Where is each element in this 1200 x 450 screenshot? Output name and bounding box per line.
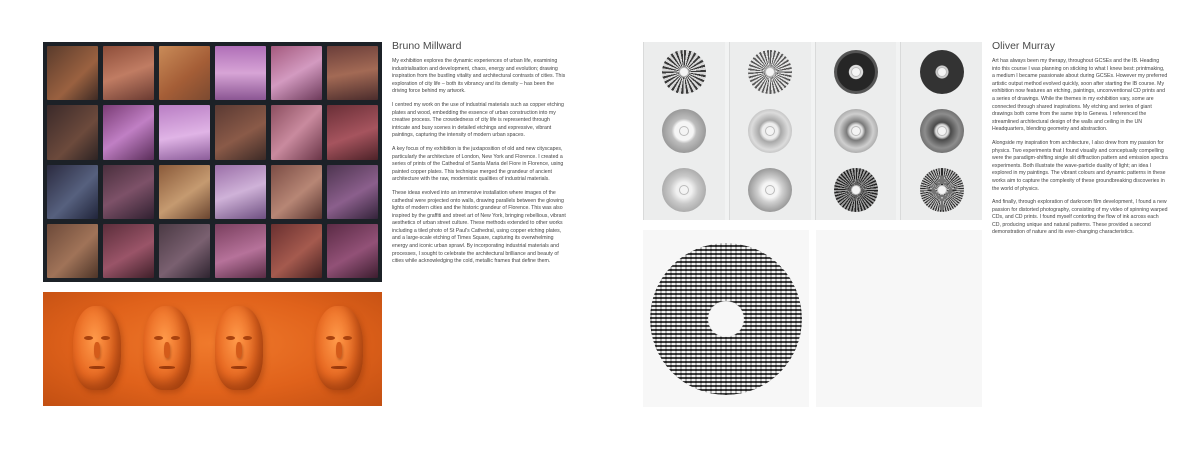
artwork-tile	[327, 224, 378, 278]
cd-print	[729, 101, 811, 160]
artwork-tile	[215, 105, 266, 159]
artwork-tile	[215, 46, 266, 100]
artwork-tile	[271, 165, 322, 219]
cd-print	[643, 42, 725, 101]
cd-print	[815, 101, 897, 160]
artwork-tile	[327, 46, 378, 100]
artwork-tile	[47, 46, 98, 100]
cd-print	[729, 161, 811, 220]
woven-ring	[823, 243, 975, 395]
right-page	[600, 0, 1200, 450]
artwork-tile	[271, 46, 322, 100]
statement-paragraph: My exhibition explores the dynamic experiences of urban life, examining industrialisation and development, chaos, energy and evolution; drawing inspiration from the bustling vitality and architectural contrasts of cities. This exploration of city life – both its vibrancy and its density – has been the driving force behind my artwork.	[392, 58, 566, 95]
artist-name: Oliver Murray	[992, 40, 1056, 52]
face-relief	[315, 306, 363, 390]
disc-drawing-artwork	[643, 230, 809, 407]
artwork-tile	[271, 224, 322, 278]
artwork-tile	[103, 46, 154, 100]
cd-print	[900, 101, 982, 160]
cd-prints-artwork	[643, 42, 982, 220]
statement-paragraph: Alongside my inspiration from architecture, I also drew from my passion for physics. Two experiments that I found visually and conceptually compelling were the paradigm-shifting single slit diffraction pattern and emission spectra experiments. Both illustrate the wave-particle duality of light; an idea I explored in my paintings. The vibrant colours and dynamic patterns in these works aim to capture the complexity of these groundbreaking discoveries in the world of physics.	[992, 139, 1168, 192]
artwork-tile	[327, 105, 378, 159]
artwork-tile	[103, 105, 154, 159]
artwork-tile	[159, 105, 210, 159]
woven-disc	[650, 243, 802, 395]
orange-faces-relief-artwork	[43, 292, 382, 406]
ring-drawing-artwork	[816, 230, 982, 407]
artwork-tile	[103, 224, 154, 278]
cd-print	[900, 42, 982, 101]
statement-paragraph: And finally, through exploration of darkroom film development, I found a new passion for distorted photography, consisting of my video of spinning warped CDs, and CD prints. I found myself contorting the flow of ink across each CD, producing unique and natural patterns. These provided a second demonstration of nature and its ever-changing characteristics.	[992, 199, 1168, 236]
statement-paragraph: These ideas evolved into an immersive installation where images of the cathedral were projected onto walls, drawing parallels between the glowing lights of modern cities and the historic grandeur of Florence. This was also inspired by the graffiti and street art of New York, bringing rebellious, vibrant aesthetics of urban street culture. These methods extended to other works including a tiled photo of St Paul's Cathedral, using copper etching plates, and a large-scale etching of Times Square, capturing its overwhelming energy and iconic urban sprawl. By incorporating industrial materials and processes, I sought to celebrate the architectural brilliance and beauty of cities while acknowledging the cold, metallic frames that define them.	[392, 189, 566, 265]
artwork-tile	[159, 46, 210, 100]
cd-print	[815, 161, 897, 220]
statement-paragraph: A key focus of my exhibition is the juxtaposition of old and new cityscapes, particularly the architecture of London, New York and Florence. I created a series of prints of the Cathedral of Santa Maria del Fiore in Florence, using painted copper plates. This technique merged the grandeur of ancient architecture with the raw, modernistic qualities of industrial materials.	[392, 145, 564, 183]
cd-print	[643, 101, 725, 160]
face-relief	[143, 306, 191, 390]
artist-name: Bruno Millward	[392, 40, 462, 52]
cd-print	[643, 161, 725, 220]
artwork-tile	[159, 224, 210, 278]
face-relief	[215, 306, 263, 390]
cd-print	[729, 42, 811, 101]
artwork-tile	[215, 165, 266, 219]
artwork-tile	[47, 165, 98, 219]
statement-paragraph: I centred my work on the use of industrial materials such as copper etching plates and wood, embedding the essence of urban construction into my creative process. The crowdedness of city life is represented through intricate and busy scenes in detailed etchings and expressive, vibrant paintings, capturing the intensity of modern urban spaces.	[392, 101, 564, 139]
artwork-tile	[327, 165, 378, 219]
artwork-tile	[215, 224, 266, 278]
cd-print	[815, 42, 897, 101]
artwork-tile	[47, 105, 98, 159]
artwork-tile	[103, 165, 154, 219]
face-relief	[73, 306, 121, 390]
oliver-murray-statement	[992, 40, 1168, 243]
urban-copper-tile-artwork	[43, 42, 382, 282]
artwork-tile	[159, 165, 210, 219]
artwork-tile	[271, 105, 322, 159]
bruno-millward-statement	[392, 40, 568, 272]
artwork-tile	[47, 224, 98, 278]
statement-paragraph: Art has always been my therapy, throughout GCSEs and the IB. Heading into this course I was planning on sticking to what I knew best: printmaking, a medium I became passionate about during GCSEs. However my preferred artistic output method evolved quickly, soon after starting the IB course. My exhibition now features an etching, paintings, unconventional CD prints and a series of drawings. While the themes in my exhibition vary, some are connected through shared inspirations. My etching and series of giant drawings both come from the same trip to Geneva. I referenced the streamlined architectural design of the walls and ceiling in the UN Headquarters, blending geometry and abstraction.	[992, 58, 1168, 133]
cd-print	[900, 161, 982, 220]
